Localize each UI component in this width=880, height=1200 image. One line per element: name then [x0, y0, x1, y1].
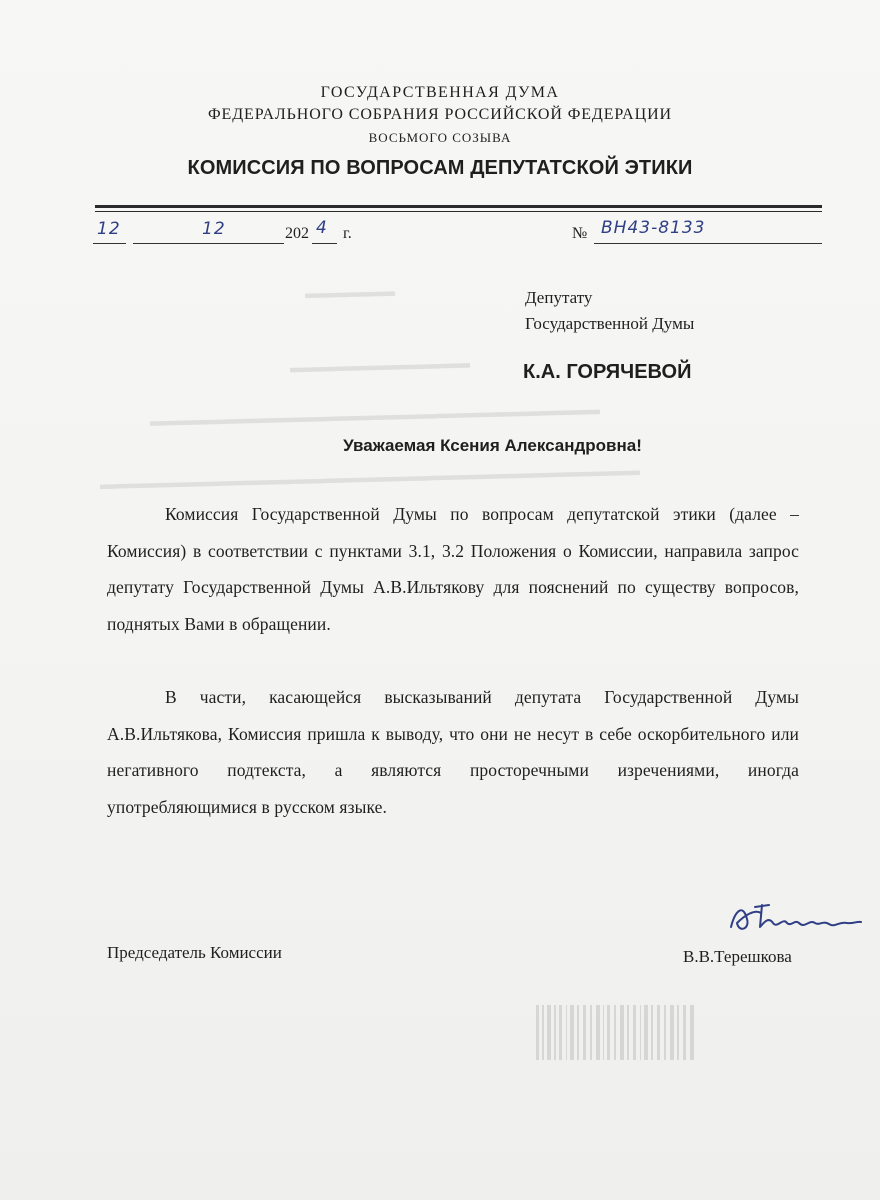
bleed-through-text: ▬▬▬▬▬▬▬▬▬▬▬▬▬▬▬▬▬▬▬▬▬▬▬▬▬▬▬▬▬▬	[149, 402, 601, 430]
stamp-barcode	[536, 1005, 696, 1060]
body-paragraph: В части, касающейся высказываний депутата Государственной Думы А.В.Ильтякова, Комиссия пришла к выводу, что они не несут в себе оскорбительного или негативного подтекста, а являются просторечными изречениями, иногда употребляющимися в русском языке.	[107, 687, 799, 817]
addressee-name: К.А. ГОРЯЧЕВОЙ	[523, 361, 692, 383]
handwritten-signature	[725, 893, 865, 943]
header-committee: КОМИССИЯ ПО ВОПРОСАМ ДЕПУТАТСКОЙ ЭТИКИ	[187, 157, 693, 179]
date-suffix: г.	[343, 225, 352, 242]
signatory-position: Председатель Комиссии	[107, 943, 282, 962]
addressee-organization: Государственной Думы	[525, 314, 695, 333]
date-year-printed: 202	[285, 225, 309, 242]
header-convocation: ВОСЬМОГО СОЗЫВА	[368, 130, 512, 145]
signatory-name: В.В.Терешкова	[683, 947, 792, 966]
bleed-through-text: ▬▬▬▬▬▬▬▬▬▬▬▬	[289, 355, 471, 377]
reference-number: ВН43-8133	[601, 218, 706, 238]
date-year-handwritten: 4	[316, 218, 328, 238]
date-day: 12	[97, 219, 121, 239]
header-federal-assembly: ФЕДЕРАЛЬНОГО СОБРАНИЯ РОССИЙСКОЙ ФЕДЕРАЦИИ	[208, 106, 672, 123]
greeting: Уважаемая Ксения Александровна!	[343, 436, 642, 455]
header-divider-thick	[95, 205, 822, 208]
bleed-through-text: ▬▬▬▬▬▬▬▬▬▬▬▬▬▬▬▬▬▬▬▬▬▬▬▬▬▬▬▬▬▬▬▬▬▬▬▬	[99, 462, 641, 494]
date-day-line	[93, 243, 126, 244]
addressee-title: Депутату	[525, 288, 593, 307]
header-duma: ГОСУДАРСТВЕННАЯ ДУМА	[320, 84, 560, 101]
date-month-line	[133, 243, 284, 244]
bleed-through-text: ▬▬▬▬▬▬	[304, 283, 396, 303]
header-divider-thin	[95, 211, 822, 212]
reference-line	[594, 243, 822, 244]
date-month: 12	[202, 219, 226, 239]
body-paragraph: Комиссия Государственной Думы по вопросам депутатской этики (далее – Комиссия) в соответствии с пунктами 3.1, 3.2 Положения о Комиссии, направила запрос депутату Государственной Думы А.В.Ильтякову для пояснений по существу вопросов, поднятых Вами в обращении.	[107, 504, 799, 634]
date-year-line	[312, 243, 337, 244]
reference-label: №	[572, 225, 588, 242]
